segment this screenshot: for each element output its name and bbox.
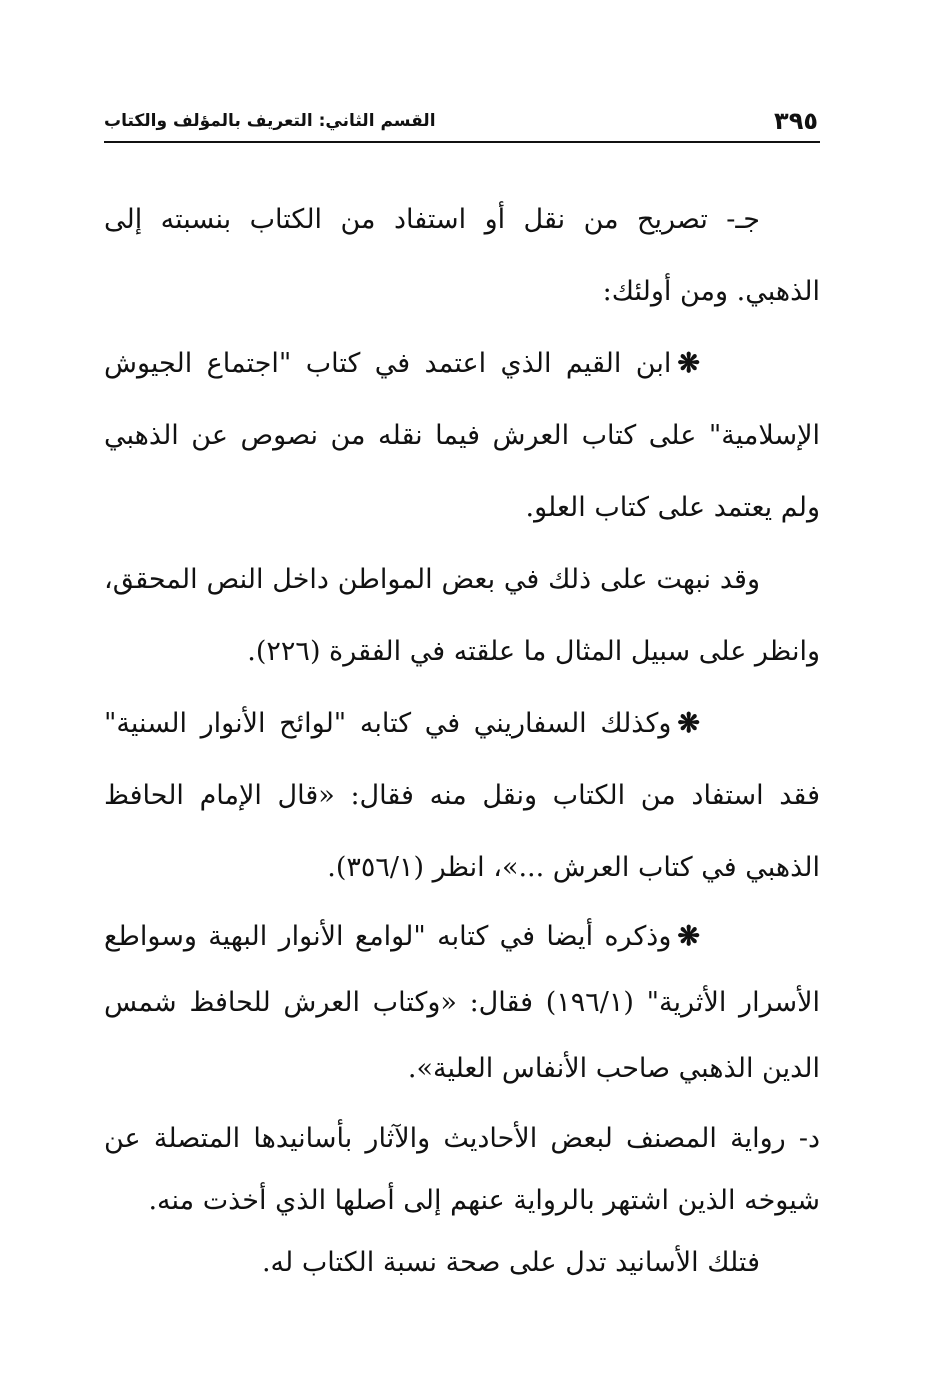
paragraph-text: د- رواية المصنف لبعض الأحاديث والآثار بأسانيدها المتصلة عن شيوخه الذين اشتهر بالرواية عنهم إلى أصلها الذي أخذت منه. (104, 1123, 820, 1216)
paragraph-safarini-lawaih (104, 688, 820, 904)
header-rule (104, 141, 820, 143)
paragraph-attribution-evidence (104, 184, 820, 328)
asterism-icon: ❋ (677, 348, 700, 379)
paragraph-isnad-evidence (104, 1108, 820, 1232)
paragraph-text: وكذلك السفاريني في كتابه "لوائح الأنوار السنية" فقد استفاد من الكتاب ونقل منه فقال: «قال الإمام الحافظ الذهبي في كتاب العرش ...»، انظر (٣٥٦/١). (104, 708, 820, 883)
paragraph-text: ابن القيم الذي اعتمد في كتاب "اجتماع الجيوش الإسلامية" على كتاب العرش فيما نقله من نصوص عن الذهبي ولم يعتمد على كتاب العلو. (104, 348, 820, 523)
paragraph-text: جـ- تصريح من نقل أو استفاد من الكتاب بنسبته إلى الذهبي. ومن أولئك: (104, 204, 820, 307)
paragraph-text: وذكره أيضا في كتابه "لوامع الأنوار البهية وسواطع الأسرار الأثرية" (١٩٦/١) فقال: «وكتاب العرش للحافظ شمس الدين الذهبي صاحب الأنفاس العلية». (104, 921, 820, 1084)
paragraph-conclusion (104, 1232, 820, 1294)
paragraph-text: وقد نبهت على ذلك في بعض المواطن داخل النص المحقق، وانظر على سبيل المثال ما علقته في الفقرة (٢٢٦). (104, 564, 820, 667)
paragraph-text: فتلك الأسانيد تدل على صحة نسبة الكتاب له. (261, 1247, 760, 1278)
paragraph-safarini-lawami (104, 904, 820, 1102)
running-title: القسم الثاني: التعريف بالمؤلف والكتاب (104, 111, 436, 131)
body-text (104, 184, 820, 1294)
paragraph-note (104, 544, 820, 688)
page-number: ٣٩٥ (774, 107, 818, 135)
paragraph-ibn-alqayyim (104, 328, 820, 544)
page-header (104, 96, 820, 136)
asterism-icon: ❋ (677, 921, 700, 952)
asterism-icon: ❋ (677, 708, 700, 739)
